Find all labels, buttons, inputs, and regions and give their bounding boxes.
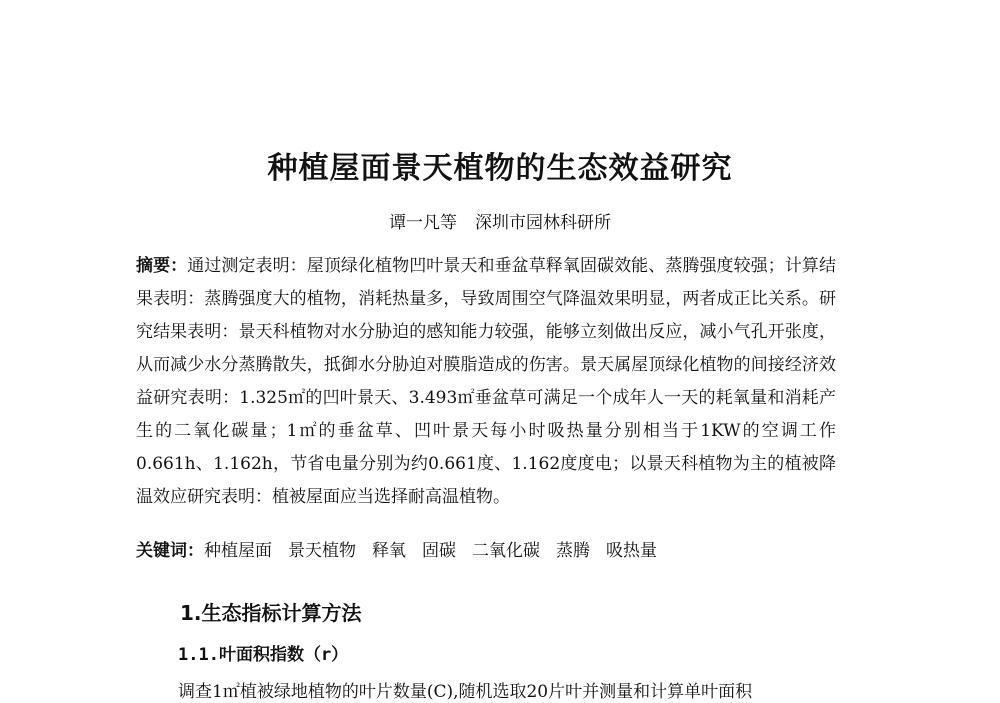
- keywords: [136, 535, 673, 568]
- abstract: [136, 250, 836, 514]
- keyword: 吸热量: [606, 541, 657, 561]
- affiliation: 深圳市园林科研所: [475, 213, 611, 233]
- keywords-label: 关键词：: [136, 541, 204, 561]
- abstract-label: 摘要：: [136, 256, 188, 276]
- keyword: 固碳: [422, 541, 456, 561]
- keyword: 释氧: [372, 541, 406, 561]
- subsection-heading: 1.1.叶面积指数（r）: [178, 645, 349, 665]
- keyword: 景天植物: [288, 541, 356, 561]
- authors: 谭一凡等: [389, 213, 457, 233]
- keyword: 二氧化碳: [472, 541, 540, 561]
- body-text: 调查1㎡植被绿地植物的叶片数量(C),随机选取20片叶并测量和计算单叶面积: [178, 682, 753, 702]
- keyword: 种植屋面: [204, 541, 272, 561]
- byline: [0, 208, 1000, 233]
- keyword: 蒸腾: [556, 541, 590, 561]
- paper-title: 种植屋面景天植物的生态效益研究: [267, 151, 733, 186]
- abstract-text: 通过测定表明：屋顶绿化植物凹叶景天和垂盆草释氧固碳效能、蒸腾强度较强；计算结果表明：蒸腾强度大的植物，消耗热量多，导致周围空气降温效果明显，两者成正比关系。研究结果表明：景天科植物对水分胁迫的感知能力较强，能够立刻做出反应，减小气孔开张度，从而减少水分蒸腾散失，抵御水分胁迫对膜脂造成的伤害。景天属屋顶绿化植物的间接经济效益研究表明：1.325㎡的凹叶景天、3.493㎡垂盆草可满足一个成年人一天的耗氧量和消耗产生的二氧化碳量；1㎡的垂盆草、凹叶景天每小时吸热量分别相当于1KW的空调工作0.661h、1.162h，节省电量分别为约0.661度、1.162度度电；以景天科植物为主的植被降温效应研究表明：植被屋面应当选择耐高温植物。: [136, 256, 837, 507]
- section-heading: 1.生态指标计算方法: [180, 601, 362, 625]
